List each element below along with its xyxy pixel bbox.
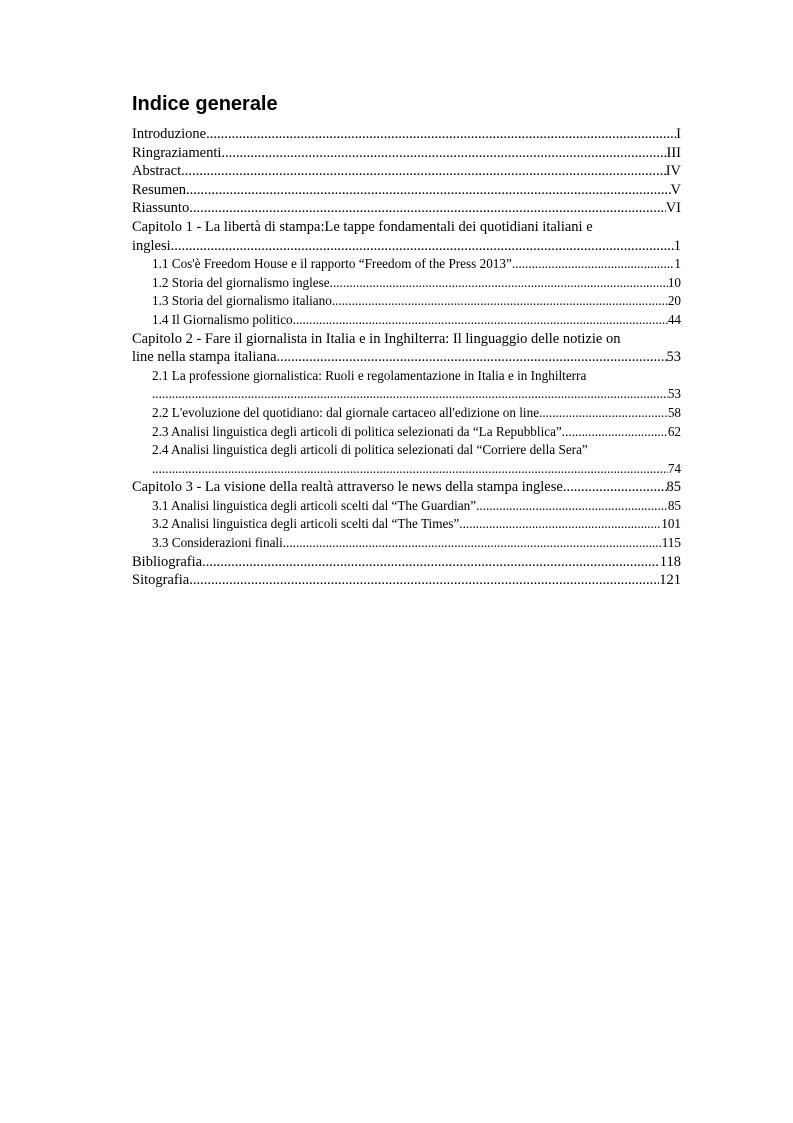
leader-dots	[562, 423, 668, 442]
toc-entry-page: 10	[667, 274, 681, 290]
leader-dots	[459, 515, 661, 534]
toc-entry-chapter-2[interactable]	[132, 330, 681, 367]
leader-dots	[221, 144, 666, 163]
toc-entry[interactable]	[132, 571, 681, 590]
toc-entry-title: 2.2 L'evoluzione del quotidiano: dal giornale cartaceo all'edizione on line	[152, 404, 540, 420]
toc-entry-title: Resumen	[132, 181, 186, 198]
toc-entry-page: 115	[661, 535, 681, 551]
leader-dots	[512, 255, 675, 274]
toc-entry-page: 62	[667, 423, 681, 439]
toc-subentry[interactable]	[132, 311, 681, 330]
toc-entry-page: 101	[661, 516, 681, 532]
toc-subentry[interactable]	[132, 292, 681, 311]
toc-entry-title: 1.1 Cos'è Freedom House e il rapporto “Freedom of the Press 2013”	[152, 256, 512, 272]
toc-entry-title: 2.3 Analisi linguistica degli articoli di politica selezionati da “La Repubblica”	[152, 423, 562, 439]
toc-entry-title: 1.2 Storia del giornalismo inglese	[152, 274, 330, 290]
toc-subentry[interactable]	[132, 367, 681, 404]
toc-subentry[interactable]	[132, 515, 681, 534]
toc-subentry[interactable]	[132, 423, 681, 442]
toc-entry-page: III	[666, 144, 681, 161]
toc-entry-title: Introduzione	[132, 126, 207, 142]
leader-dots	[330, 274, 668, 293]
leader-dots	[332, 292, 668, 311]
toc-entry-page: IV	[665, 163, 681, 180]
toc-entry-title: 3.2 Analisi linguistica degli articoli scelti dal “The Times”	[152, 516, 460, 532]
toc-entry-title: 3.3 Considerazioni finali	[152, 535, 283, 551]
toc-entry-title: Riassunto	[132, 200, 190, 217]
toc-subentry[interactable]	[132, 404, 681, 423]
document-page	[132, 92, 681, 590]
leader-dots	[563, 478, 667, 497]
leader-dots	[293, 311, 668, 330]
toc-entry[interactable]	[132, 553, 681, 572]
toc-entry[interactable]	[132, 199, 681, 218]
toc-entry-page: 85	[666, 479, 681, 496]
toc-entry-page: V	[670, 181, 681, 198]
leader-dots	[277, 348, 667, 367]
toc-entry-title-line2: line nella stampa italiana	[132, 349, 277, 366]
leader-dots	[189, 571, 659, 590]
leader-dots	[283, 534, 662, 553]
table-of-contents	[132, 125, 681, 590]
toc-entry-page: 1	[674, 256, 681, 272]
toc-subentry[interactable]	[132, 255, 681, 274]
toc-entry-title: 2.1 La professione giornalistica: Ruoli e regolamentazione in Italia e in Inghilterra	[152, 367, 587, 383]
toc-entry-page: I	[676, 126, 681, 142]
toc-subentry[interactable]	[132, 497, 681, 516]
leader-dots	[202, 553, 660, 572]
toc-entry[interactable]	[132, 162, 681, 181]
toc-entry-page: 121	[659, 572, 681, 589]
leader-dots	[181, 162, 666, 181]
toc-entry-title-line1: Capitolo 1 - La libertà di stampa:Le tappe fondamentali dei quotidiani italiani e	[132, 218, 593, 235]
toc-entry-page: 53	[667, 386, 681, 402]
toc-entry-title-line1: Capitolo 2 - Fare il giornalista in Italia e in Inghilterra: Il linguaggio delle notizie on	[132, 330, 621, 347]
toc-entry-page: 74	[667, 460, 681, 476]
toc-entry-chapter-1[interactable]	[132, 218, 681, 255]
toc-entry-page: 20	[667, 293, 681, 309]
toc-entry-page: 1	[673, 237, 681, 254]
leader-dots	[152, 385, 668, 404]
toc-entry[interactable]	[132, 144, 681, 163]
toc-entry-page: 118	[659, 553, 681, 570]
leader-dots	[539, 404, 668, 423]
toc-entry-title: Sitografia	[132, 572, 190, 589]
toc-entry-title: 1.3 Storia del giornalismo italiano	[152, 293, 332, 309]
leader-dots	[152, 460, 668, 479]
leader-dots	[476, 497, 668, 516]
toc-entry-title: 2.4 Analisi linguistica degli articoli di politica selezionati dal “Corriere della Sera”	[152, 442, 588, 458]
leader-dots	[171, 237, 674, 256]
toc-entry-chapter-3[interactable]	[132, 478, 681, 497]
toc-subentry[interactable]	[132, 274, 681, 293]
page-title: Indice generale	[132, 93, 278, 115]
leader-dots	[186, 181, 671, 200]
toc-entry-title: Ringraziamenti	[132, 144, 222, 161]
toc-subentry[interactable]	[132, 534, 681, 553]
toc-entry-title: 3.1 Analisi linguistica degli articoli scelti dal “The Guardian”	[152, 497, 477, 513]
toc-subentry[interactable]	[132, 441, 681, 478]
toc-entry-title-line2: inglesi	[132, 237, 171, 254]
leader-dots	[206, 125, 676, 144]
toc-entry[interactable]	[132, 125, 681, 144]
toc-entry-title: 1.4 Il Giornalismo politico	[152, 311, 293, 327]
toc-entry-title: Bibliografia	[132, 553, 203, 570]
toc-entry-page: 85	[667, 497, 681, 513]
toc-entry-page: 44	[667, 311, 681, 327]
toc-entry-title: Abstract	[132, 163, 182, 180]
toc-entry-page: 53	[666, 349, 681, 366]
toc-entry-page: 58	[667, 404, 681, 420]
toc-entry-title: Capitolo 3 - La visione della realtà attraverso le news della stampa inglese	[132, 479, 563, 496]
toc-entry-page: VI	[665, 200, 681, 217]
toc-entry[interactable]	[132, 181, 681, 200]
leader-dots	[189, 199, 665, 218]
